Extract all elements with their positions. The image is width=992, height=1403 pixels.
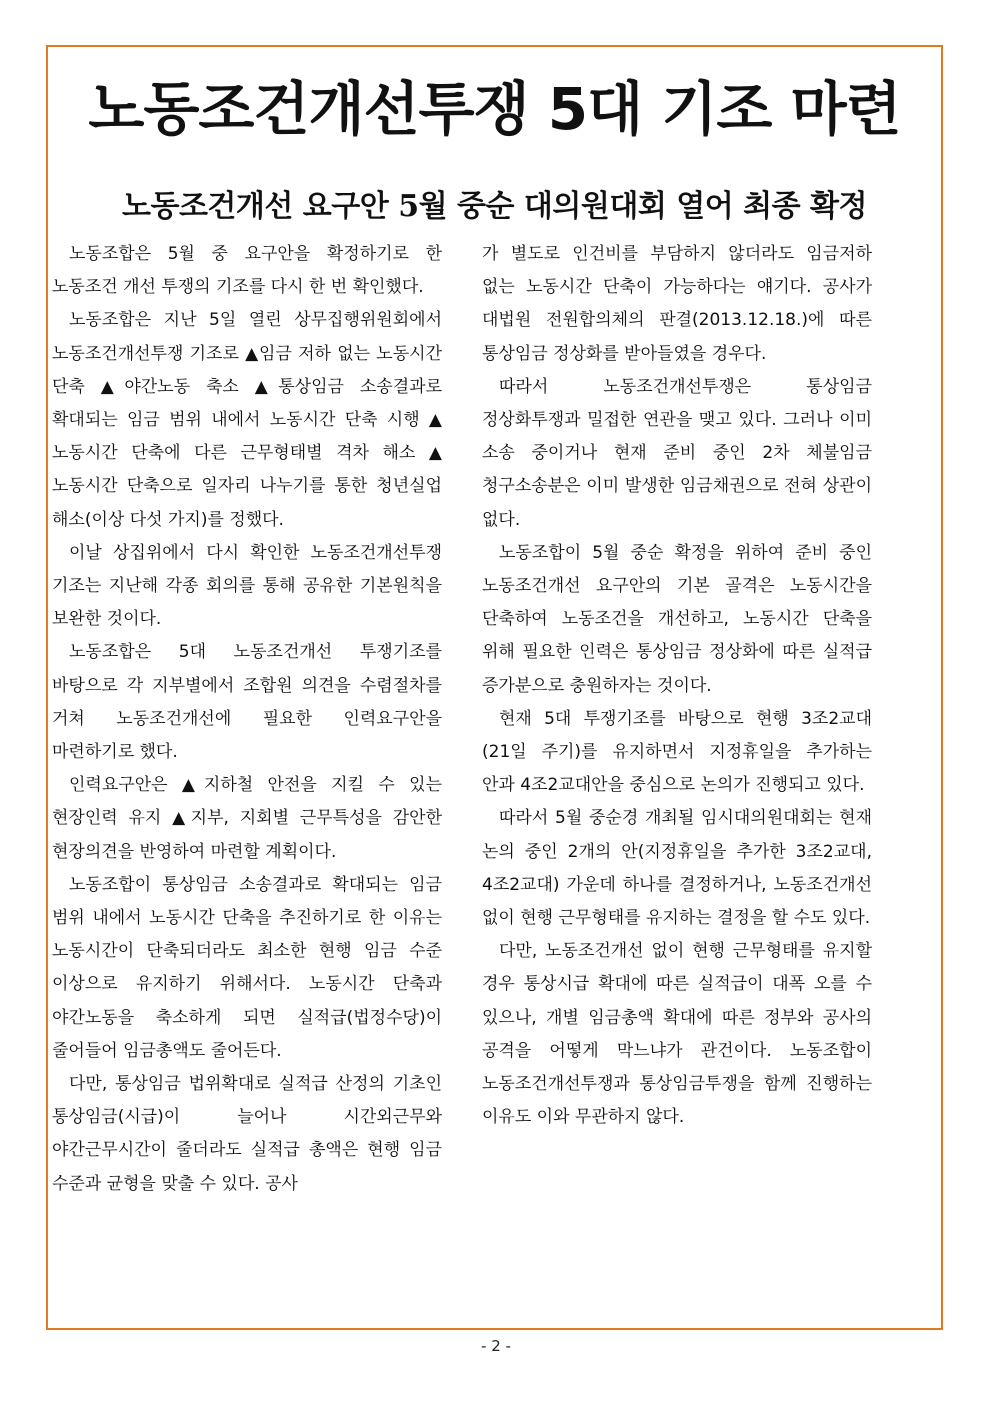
right-column <box>482 238 872 1134</box>
paragraph-continued: 가 별도로 인건비를 부담하지 않더라도 임금저하 없는 노동시간 단축이 가능하다는 얘기다. 공사가 대법원 전원합의체의 판결(2013.12.18.)에 따른 통상임금 정상화를 받아들였을 경우다. <box>482 244 872 364</box>
paragraph: 현재 5대 투쟁기조를 바탕으로 현행 3조2교대(21일 주기)를 유지하면서 지정휴일을 추가하는 안과 4조2교대안을 중심으로 논의가 진행되고 있다. <box>482 708 872 796</box>
subheadline: 노동조건개선 요구안 5월 중순 대의원대회 열어 최종 확정 <box>121 189 868 224</box>
page-number: - 2 - <box>481 1337 511 1355</box>
paragraph: 다만, 노동조건개선 없이 현행 근무형태를 유지할 경우 통상시급 확대에 따른 실적급이 대폭 오를 수 있으나, 개별 임금총액 확대에 따른 정부와 공사의 공격을 어떻게 막느냐가 관건이다. 노동조합이 노동조건개선투쟁과 통상임금투쟁을 함께 진행하는 이유도 이와 무관하지 않다. <box>482 941 872 1128</box>
headline: 노동조건개선투쟁 5대 기조 마련 <box>88 75 901 143</box>
paragraph: 노동조합은 5월 중 요구안을 확정하기로 한 노동조건 개선 투쟁의 기조를 다시 한 번 확인했다. <box>52 244 442 298</box>
paragraph: 이날 상집위에서 다시 확인한 노동조건개선투쟁 기조는 지난해 각종 회의를 통해 공유한 기본원칙을 보완한 것이다. <box>52 542 442 630</box>
paragraph: 노동조합이 통상임금 소송결과로 확대되는 임금 범위 내에서 노동시간 단축을 추진하기로 한 이유는 노동시간이 단축되더라도 최소한 현행 임금 수준 이상으로 유지하기 위해서다. 노동시간 단축과 야간노동을 축소하게 되면 실적급(법정수당)이 줄어들어 임금총액도 줄어든다. <box>52 874 442 1061</box>
paragraph: 다만, 통상임금 법위확대로 실적급 산정의 기초인 통상임금(시급)이 늘어나 시간외근무와 야간근무시간이 줄더라도 실적급 총액은 현행 임금 수준과 균형을 맞출 수 있다. 공사 <box>52 1074 442 1194</box>
paragraph: 인력요구안은 ▲지하철 안전을 지킬 수 있는 현장인력 유지 ▲지부, 지회별 근무특성을 감안한 현장의견을 반영하여 마련할 계획이다. <box>52 775 442 862</box>
paragraph: 따라서 5월 중순경 개최될 임시대의원대회는 현재 논의 중인 2개의 안(지정휴일을 추가한 3조2교대, 4조2교대) 가운데 하나를 결정하거나, 노동조건개선 없이 현행 근무형태를 유지하는 결정을 할 수도 있다. <box>482 808 872 929</box>
paragraph: 노동조합은 5대 노동조건개선 투쟁기조를 바탕으로 각 지부별에서 조합원 의견을 수렴절차를 거쳐 노동조건개선에 필요한 인력요구안을 마련하기로 했다. <box>52 642 442 763</box>
paragraph: 노동조합이 5월 중순 확정을 위하여 준비 중인 노동조건개선 요구안의 기본 골격은 노동시간을 단축하여 노동조건을 개선하고, 노동시간 단축을 위해 필요한 인력은 통상임금 정상화에 따른 실적급 증가분으로 충원하자는 것이다. <box>482 542 872 696</box>
paragraph: 노동조합은 지난 5일 열린 상무집행위원회에서 노동조건개선투쟁 기조로 ▲임금 저하 없는 노동시간 단축 ▲야간노동 축소 ▲통상임금 소송결과로 확대되는 임금 범위 내에서 노동시간 단축 시행 ▲노동시간 단축에 다른 근무형태별 격차 해소 ▲노동시간 단축으로 일자리 나누기를 통한 청년실업 해소(이상 다섯 가지)를 정했다. <box>52 310 442 530</box>
left-column <box>52 238 442 1201</box>
paragraph: 따라서 노동조건개선투쟁은 통상임금 정상화투쟁과 밀접한 연관을 맺고 있다. 그러나 이미 소송 중이거나 현재 준비 중인 2차 체불임금 청구소송분은 이미 발생한 임금채권으로 전혀 상관이 없다. <box>482 376 872 530</box>
